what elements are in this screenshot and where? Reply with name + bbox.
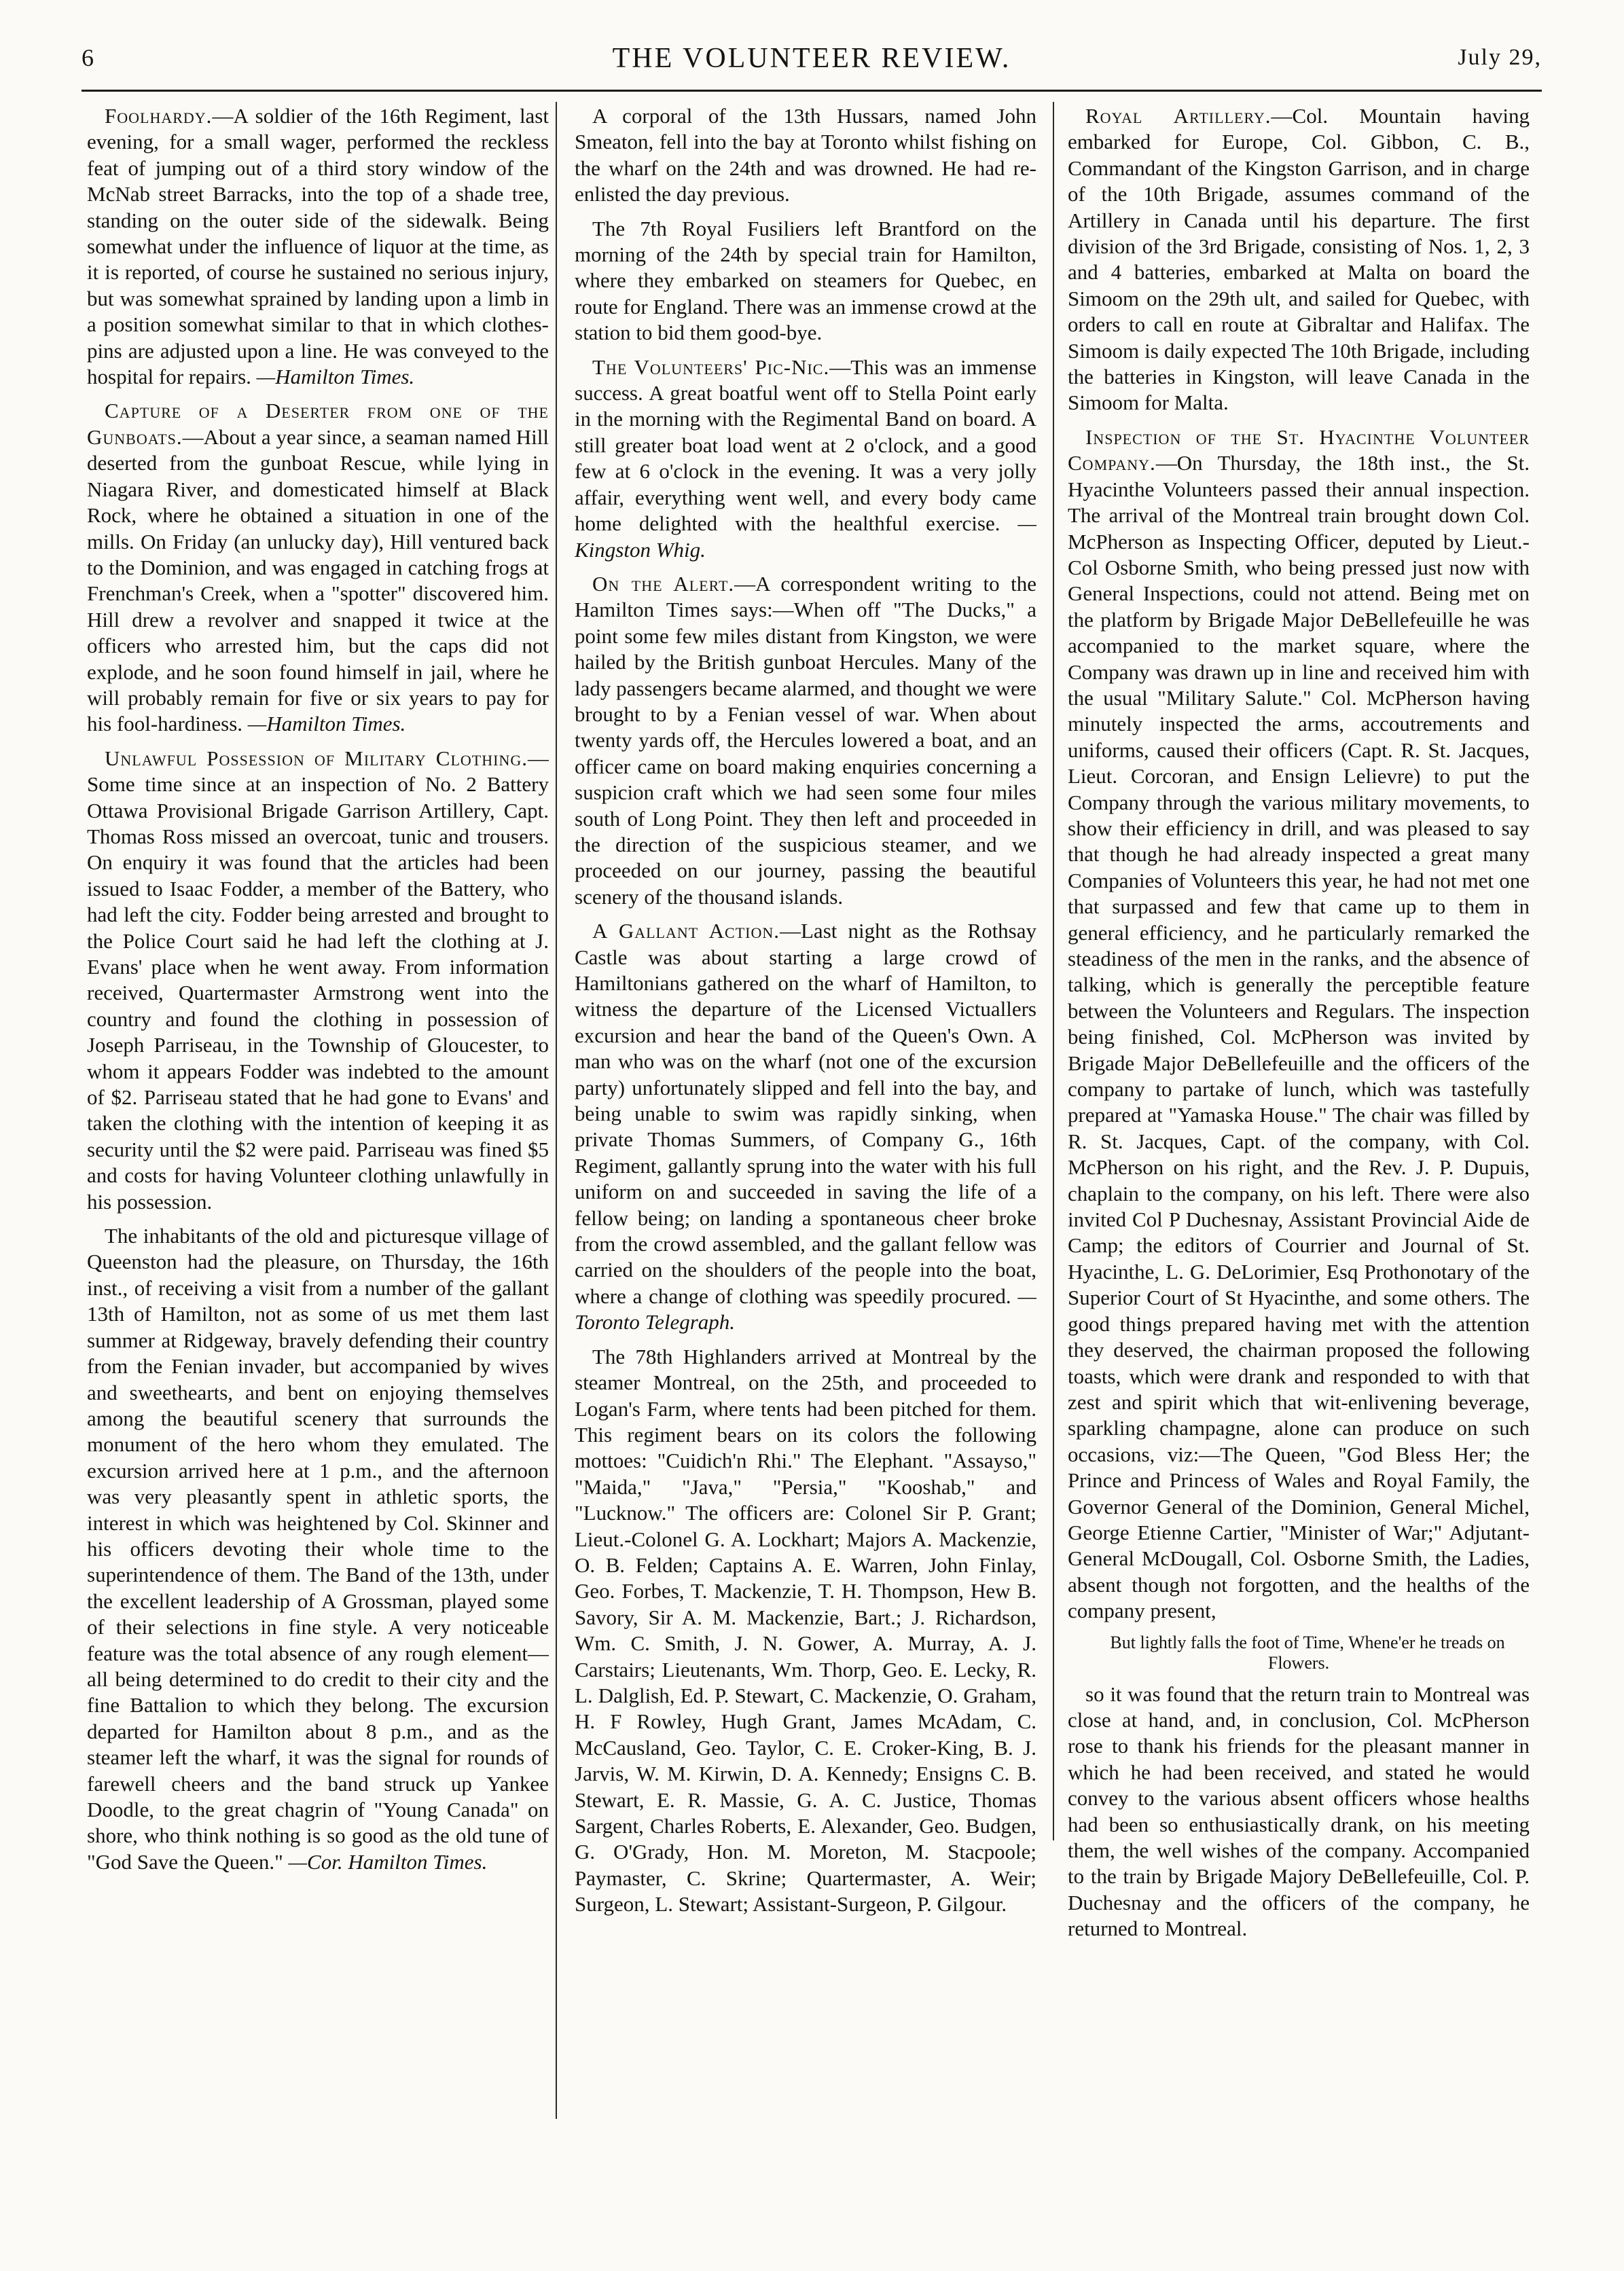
article-source: —Cor. Hamilton Times. xyxy=(288,1849,488,1874)
column-1 xyxy=(87,103,549,2222)
article-body: —A soldier of the 16th Regiment, last evening, for a small wager, performed the reckless feat of jumping out of a third story window of the McNab street Barracks, into the top of a shade tree, standing on the outer side of the sidewalk. Being somewhat under the influence of liquor at the time, as it is reported, of course he sustained no serious injury, but was somewhat sprained by landing upon a limb in a position somewhat similar to that in which clothes-pins are adjusted upon a line. He was conveyed to the hospital for repairs. xyxy=(87,104,549,389)
column-divider-2 xyxy=(1053,102,1054,1840)
newspaper-title: THE VOLUNTEER REVIEW. xyxy=(612,43,1011,74)
article-body: —Col. Mountain having embarked for Europe, Col. Gibbon, C. B., Commandant of the Kingston Garrison, and in charge of the 10th Brigade, assumes command of the Artillery in Canada until his departure. The first division of the 3rd Brigade, consisting of Nos. 1, 2, 3 and 4 batteries, embarked at Malta on board the Simoom on the 29th ult, and sailed for Quebec, with orders to call en route at Gibraltar and Halifax. The Simoom is daily expected The 10th Brigade, including the batteries in Kingston, will leave Canada in the Simoom for Malta. xyxy=(1068,104,1530,415)
article-body: —About a year since, a seaman named Hill deserted from the gunboat Rescue, while lying in Niagara River, and domesticated himself at Black Rock, where he obtained a situation in one of the mills. On Friday (an unlucky day), Hill ventured back to the Dominion, and was engaged in catching frogs at Frenchman's Creek, when a "spotter" discovered him. Hill drew a revolver and snapped it twice at the officers who arrested him, but the caps did not explode, and he soon found himself in jail, where he will probably remain for five or six years to pay for his fool-hardiness. xyxy=(87,424,549,736)
article-paragraph xyxy=(1068,424,1530,1624)
column-3 xyxy=(1068,103,1530,2222)
masthead xyxy=(82,39,1542,92)
article-heading: Royal Artillery. xyxy=(1085,104,1271,128)
verse-quote xyxy=(1068,1633,1530,1673)
article-source: —Toronto Telegraph. xyxy=(575,1284,1036,1334)
article-heading: On the Alert. xyxy=(592,571,735,596)
article-heading: Foolhardy. xyxy=(105,104,213,128)
article-body: But lightly falls the foot of Time, Whene'er he treads on Flowers. xyxy=(1110,1632,1505,1673)
article-paragraph xyxy=(87,103,549,390)
article-body: so it was found that the return train to Montreal was close at hand, and, in conclusion, Col. McPherson rose to thank his friends for the pleasant manner in which he had been received, and stated he would convey to the various absent officers whose healths had been so enthusiastically drank, on his meeting them, the well wishes of the company. Accompanied to the train by Brigade Majory DeBellefeuille, Col. P. Duchesnay and the officers of the company, he returned to Montreal. xyxy=(1068,1682,1530,1941)
article-body: —Some time since at an inspection of No. 2 Battery Ottawa Provisional Brigade Garrison Artillery, Capt. Thomas Ross missed an overcoat, tunic and trousers. On enquiry it was found that the articles had been issued to Isaac Fodder, a member of the Battery, who had left the city. Fodder being arrested and brought to the Police Court said he had left the clothing at J. Evans' place when he went away. From information received, Quartermaster Armstrong went into the country and found the clothing in possession of Joseph Parriseau, in the Township of Gloucester, to whom it appears Fodder was indebted to the amount of $2. Parriseau stated that he had gone to Evans' and taken the clothing with the intention of keeping it as security until the $2 were paid. Parriseau was fined $5 and costs for having Volunteer clothing unlawfully in his possession. xyxy=(87,746,549,1214)
issue-date: July 29, xyxy=(1458,45,1542,70)
article-source: —Kingston Whig. xyxy=(575,511,1036,562)
article-body: —This was an immense success. A great boatful went off to Stella Point early in the morning with the Regimental Band on board. A still greater boat load went at 2 o'clock, and a good few at 6 o'clock in the evening. It was a very jolly affair, everything went well, and every body came home delighted with the healthful exercise. xyxy=(575,355,1036,536)
article-body: The 78th Highlanders arrived at Montreal by the steamer Montreal, on the 25th, and proceeded to Logan's Farm, where tents had been pitched for them. This regiment bears on its colors the following mottoes: "Cuidich'n Rhi." The Elephant. "Assayso," "Maida," "Java," "Persia," "Kooshab," and "Lucknow." The officers are: Colonel Sir P. Grant; Lieut.-Colonel G. A. Lockhart; Majors A. Mackenzie, O. B. Felden; Captains A. E. Warren, John Finlay, Geo. Forbes, T. Mackenzie, T. H. Thompson, Hew B. Savory, Sir A. M. Mackenzie, Bart.; J. Richardson, Wm. C. Smith, J. N. Gower, A. Murray, A. J. Carstairs; Lieutenants, Wm. Thorp, Geo. E. Lecky, R. L. Dalglish, Ed. P. Stewart, C. Mackenzie, O. Graham, H. F Rowley, Hugh Grant, James McAdam, C. McCausland, Geo. Taylor, C. E. Croker-King, B. J. Jarvis, W. M. Kirwin, D. A. Kennedy; Ensigns C. B. Stewart, E. R. Massie, G. A. C. Justice, Thomas Sargent, Charles Roberts, E. Alexander, Geo. Budgen, G. O'Grady, Hon. M. Moreton, M. Stacpoole; Paymaster, C. Skrine; Quartermaster, A. Weir; Surgeon, L. Stewart; Assistant-Surgeon, P. Gilgour. xyxy=(575,1344,1036,1916)
article-heading: The Volunteers' Pic-Nic. xyxy=(592,355,830,379)
article-paragraph xyxy=(575,103,1036,208)
column-divider-1 xyxy=(556,102,557,2119)
article-source: —Hamilton Times. xyxy=(247,712,406,736)
article-body: The inhabitants of the old and picturesque village of Queenston had the pleasure, on Thursday, the 16th inst., of receiving a visit from a number of the gallant 13th of Hamilton, not as some of us met them last summer at Ridgeway, bravely defending their country from the Fenian invader, but accompanied by wives and sweethearts, and bent on enjoying themselves among the beautiful scenery that surrounds the monument of the hero whom they emulated. The excursion arrived here at 1 p.m., and the afternoon was very pleasantly spent in athletic sports, the interest in which was heightened by Col. Skinner and his officers devoting their whole time to the superintendence of them. The Band of the 13th, under the excellent leadership of A Grossman, played some of their selections in fine style. A very noticeable feature was the total absence of any rough element—all being determined to do credit to their city and the fine Battalion to which they belong. The excursion departed for Hamilton about 8 p.m., and as the steamer left the wharf, it was the signal for rounds of farewell cheers and the band struck up Yankee Doodle, to the great chagrin of "Young Canada" on shore, who think nothing is so good as the old tune of "God Save the Queen." xyxy=(87,1224,549,1874)
article-paragraph xyxy=(575,1344,1036,1918)
page-number: 6 xyxy=(82,44,94,71)
article-body: A corporal of the 13th Hussars, named John Smeaton, fell into the bay at Toronto whilst fishing on the wharf on the 24th and was drowned. He had re-enlisted the day previous. xyxy=(575,104,1036,206)
column-2 xyxy=(575,103,1036,2222)
article-source: —Hamilton Times. xyxy=(256,365,415,389)
article-heading: Unlawful Possession of Military Clothing. xyxy=(105,746,528,770)
article-body: —Last night as the Rothsay Castle was about starting a large crowd of Hamiltonians gathered on the wharf of Hamilton, to witness the departure of the Licensed Victuallers excursion and hear the band of the Queen's Own. A man who was on the wharf (not one of the excursion party) unfortunately slipped and fell into the bay, and being unable to swim was rapidly sinking, when private Thomas Summers, of Company G., 16th Regiment, gallantly sprung into the water with his full uniform on and succeeded in saving the life of a fellow being; on landing a spontaneous cheer broke from the crowd assembled, and the gallant fellow was carried on the shoulders of the people into the boat, where a change of clothing was speedily procured. xyxy=(575,919,1036,1308)
article-body: —A correspondent writing to the Hamilton Times says:—When off "The Ducks," a point some few miles distant from Kingston, we were hailed by the British gunboat Hercules. Many of the lady passengers became alarmed, and thought we were brought to by a Fenian vessel of war. When about twenty yards off, the Hercules lowered a boat, and an officer came on board making enquiries concerning a suspicion craft which we had seen some four miles south of Long Point. They then left and proceeded in the direction of the suspicious steamer, and we proceeded on our journey, passing the beautiful scenery of the thousand islands. xyxy=(575,571,1036,909)
article-paragraph xyxy=(575,216,1036,346)
article-paragraph xyxy=(575,571,1036,910)
article-paragraph xyxy=(87,398,549,737)
article-paragraph xyxy=(87,746,549,1215)
article-body: The 7th Royal Fusiliers left Brantford on the morning of the 24th by special train for Hamilton, where they embarked on steamers for Quebec, en route for England. There was an immense crowd at the station to bid them good-bye. xyxy=(575,216,1036,345)
article-paragraph xyxy=(1068,103,1530,416)
article-paragraph xyxy=(1068,1682,1530,1942)
article-heading: Inspection of the St. Hyacinthe Volunteer Company. xyxy=(1068,424,1530,475)
article-paragraph xyxy=(87,1223,549,1875)
article-heading: A Gallant Action. xyxy=(592,919,780,943)
article-body: —On Thursday, the 18th inst., the St. Hyacinthe Volunteers passed their annual inspection. The arrival of the Montreal train brought down Col. McPherson as Inspecting Officer, deputed by Lieut.-Col Osborne Smith, who being pressed just now with General Inspections, could not attend. Being met on the platform by Brigade Major DeBellefeuille he was accompanied to the market square, where the Company was drawn up in line and received him with the usual "Military Salute." Col. McPherson having minutely inspected the arms, accoutrements and uniforms, caused their officers (Capt. R. St. Jacques, Lieut. Corcoran, and Ensign Lelievre) to put the Company through the various military movements, to show their efficiency in drill, and was pleased to say that though he had already inspected a great many Companies of Volunteers this year, he had not met one that surpassed and few that came up to them in general efficiency, and he particularly remarked the steadiness of the men in the ranks, and the absence of talking, which is generally the perceptible feature between the Volunteers and Regulars. The inspection being finished, Col. McPherson was invited by Brigade Major DeBellefeuille and the officers of the company to partake of lunch, which was tastefully prepared at "Yamaska House." The chair was filled by R. St. Jacques, Capt. of the company, with Col. McPherson on his right, and the Rev. J. P. Dupuis, chaplain to the company, on his left. There were also invited Col P Duchesnay, Assistant Provincial Aide de Camp; the editors of Courrier and Journal of St. Hyacinthe, L. G. DeLorimier, Esq Prothonotary of the Superior Court of St Hyacinthe, and some others. The good things prepared having met with the attention they deserved, the chairman proposed the following toasts, which were drank and responded to with that zest and spirit which that wit-enlivening beverage, sparkling champagne, alone can produce on such occasions, viz:—The Queen, "God Bless Her; the Prince and Princess of Wales and Royal Family, the Governor General of the Dominion, General Michel, George Etienne Cartier, "Minister of War;" Adjutant-General McDougall, Col. Osborne Smith, the Ladies, absent though not forgotten, and the healths of the company present, xyxy=(1068,451,1530,1623)
article-heading: Capture of a Deserter from one of the Gunboats. xyxy=(87,399,549,449)
article-paragraph xyxy=(575,355,1036,563)
header-rule xyxy=(82,90,1542,92)
article-paragraph xyxy=(575,918,1036,1336)
